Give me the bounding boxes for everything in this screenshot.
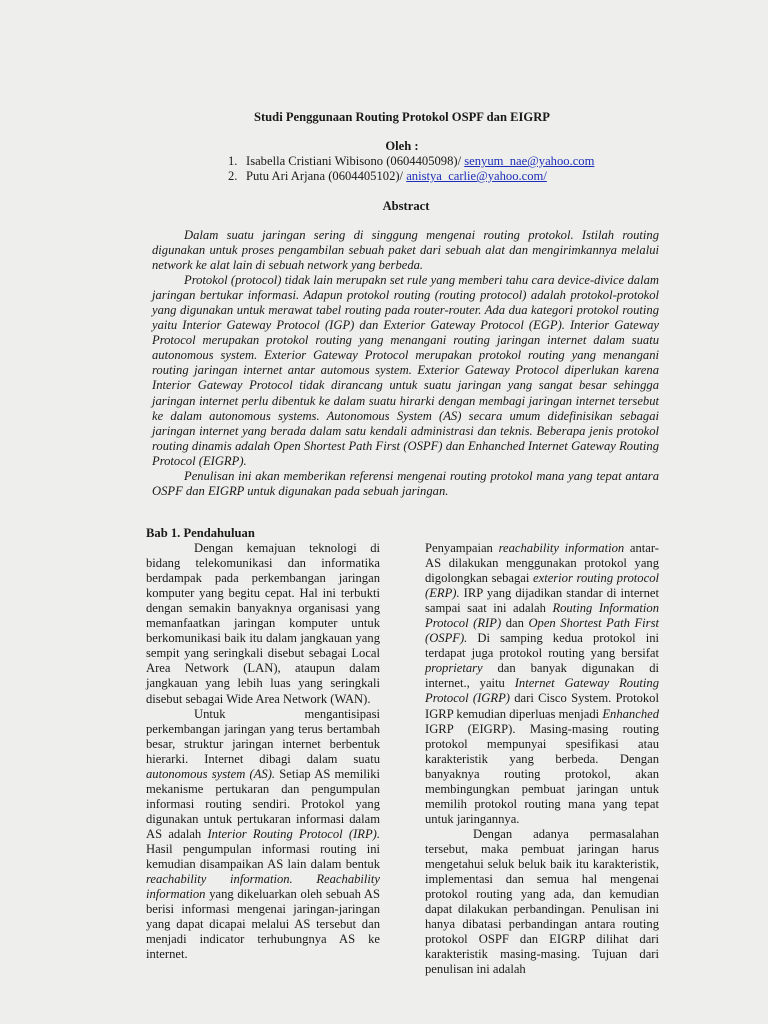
- text-run: Setiap AS memiliki mekanisme pertukaran dan pengumpulan informasi routing sendiri. Protokol yang digunakan untuk pertukaran informasi dalam AS adalah: [146, 766, 380, 841]
- body-paragraph: Dengan kemajuan teknologi di bidang telekomunikasi dan informatika berdampak pada perkembangan jaringan komputer yang begitu cepat. Hal ini terbukti dengan semakin banyaknya organisasi yang memanfaatkan jaringan komputer untuk berkomunikasi baik itu dalam jangkauan yang sempit yang seringkali disebut sebagai Local Area Network (LAN), ataupun dalam jangkauan yang lebih luas yang seringkali disebut sebagai Wide Area Network (WAN).: [146, 541, 380, 706]
- author-number: 2.: [228, 169, 238, 183]
- text-run: Penyampaian: [425, 541, 499, 555]
- text-run: IRP yang dijadikan standar di internet sampai saat ini adalah: [425, 586, 659, 616]
- abstract-paragraph: Penulisan ini akan memberikan referensi mengenai routing protokol mana yang tepat antara OSPF dan EIGRP untuk digunakan pada sebuah jaringan.: [152, 468, 659, 498]
- italic-term: Open Shortest Path First (OSPF).: [425, 616, 659, 646]
- author-name: Putu Ari Arjana (0604405102)/: [246, 169, 407, 183]
- body-paragraph: [146, 707, 380, 963]
- text-run: yang dikeluarkan oleh sebuah AS berisi informasi mengenai jaringan-jaringan yang dapat dicapai melalui AS tersebut dan menjadi indicator terhubungnya AS ke internet.: [146, 887, 380, 962]
- text-run: Untuk mengantisipasi perkembangan jaringan yang terus bertambah besar, struktur jaringan internet berbentuk hierarki. Internet dibagi dalam suatu: [146, 706, 380, 766]
- abstract-paragraph: Protokol (protocol) tidak lain merupakn set rule yang memberi tahu cara device-divice dalam jaringan bertukar informasi. Adapun protokol routing (routing protocol) adalah protokol-protokol yang digunakan untuk merawat tabel routing pada router-router. Ada dua kategori protokol routing yaitu Interior Gateway Protocol (IGP) dan Exterior Gateway Protocol (EGP). Interior Gateway Protocol merupakan protokol routing yang menangani routing jaringan internet dalam suatu autonomous system. Exterior Gateway Protocol merupakan protokol routing yang menangani routing jaringan internet antar automous system. Exterior Gateway Protocol diperlukan karena Interior Gateway Protocol tidak dirancang untuk suatu jaringan yang sangat besar sehingga jaringan internet perlu dibentuk ke dalam suatu hirarki dengan membagi jaringan internet tersebut ke dalam autonomous systems. Autonomous System (AS) secara umum didefinisikan sebagai jaringan internet yang berada dalam satu kendali administrasi dan teknis. Beberapa jenis protokol routing dinamis adalah Open Shortest Path First (OSPF) dan Enhanched Internet Gateway Routing Protocol (EIGRP).: [152, 273, 659, 468]
- abstract-body: [152, 228, 659, 499]
- text-run: dan: [501, 616, 529, 631]
- italic-term: Interior Routing Protocol (IRP).: [207, 826, 380, 841]
- italic-term: exterior routing protocol (ERP).: [425, 571, 659, 601]
- author-item: [228, 154, 594, 169]
- author-number: 1.: [228, 154, 238, 168]
- author-list: [228, 154, 594, 184]
- author-heading: Oleh :: [385, 139, 419, 153]
- text-run: dan banyak digunakan di internet., yaitu: [425, 661, 659, 691]
- text-run: antar-AS dilakukan menggunakan protokol yang digolongkan sebagai: [425, 541, 660, 586]
- right-column: [425, 541, 659, 977]
- author-email-link[interactable]: anistya_carlie@yahoo.com/: [406, 169, 547, 183]
- italic-term: reachability information: [498, 541, 625, 555]
- body-paragraph: Dengan adanya permasalahan tersebut, maka pembuat jaringan harus mengetahui seluk beluk baik itu karakteristik, implementasi dan semua hal mengenai protokol routing yang ada, dan kemudian dapat dilakukan perbandingan. Penulisan ini hanya dibatasi perbandingan antara routing protokol OSPF dan EIGRP dilihat dari karakteristik masing-masing. Tujuan dari penulisan ini adalah: [425, 826, 659, 977]
- italic-term: autonomous system (AS).: [146, 766, 276, 781]
- text-run: dari Cisco System. Protokol IGRP kemudian diperluas menjadi: [425, 691, 659, 721]
- abstract-paragraph: Dalam suatu jaringan sering di singgung mengenai routing protokol. Istilah routing digunakan untuk proses pengambilan sebuah paket dari sebuah alat dan mengirimkannya melalui network ke alat lain di sebuah network yang berbeda.: [152, 228, 659, 273]
- italic-term: reachability information. Reachability information: [146, 872, 380, 902]
- text-run: Hasil pengumpulan informasi routing ini kemudian disampaikan AS lain dalam bentuk: [146, 841, 380, 872]
- text-run: IGRP (EIGRP). Masing-masing routing protokol mempunyai spesifikasi atau karakteristik yang berbeda. Dengan banyaknya routing protokol, akan membingungkan pembuat jaringan untuk memilih protokol routing mana yang tepat untuk jaringannya.: [425, 721, 659, 826]
- body-paragraph: [425, 541, 659, 827]
- italic-term: Enhanched: [602, 706, 659, 721]
- author-name: Isabella Cristiani Wibisono (0604405098)/: [246, 154, 465, 168]
- italic-term: proprietary: [425, 661, 483, 676]
- left-column: [146, 526, 380, 962]
- author-item: [228, 169, 594, 184]
- author-email-link[interactable]: senyum_nae@yahoo.com: [464, 154, 595, 168]
- italic-term: Routing Information Protocol (RIP): [425, 601, 659, 631]
- abstract-heading: Abstract: [382, 199, 430, 213]
- text-run: Di samping kedua protokol ini terdapat juga protokol routing yang bersifat: [425, 631, 659, 661]
- italic-term: Internet Gateway Routing Protocol (IGRP): [425, 676, 659, 706]
- paper-title: Studi Penggunaan Routing Protokol OSPF dan EIGRP: [253, 110, 551, 124]
- section-heading: Bab 1. Pendahuluan: [146, 526, 255, 540]
